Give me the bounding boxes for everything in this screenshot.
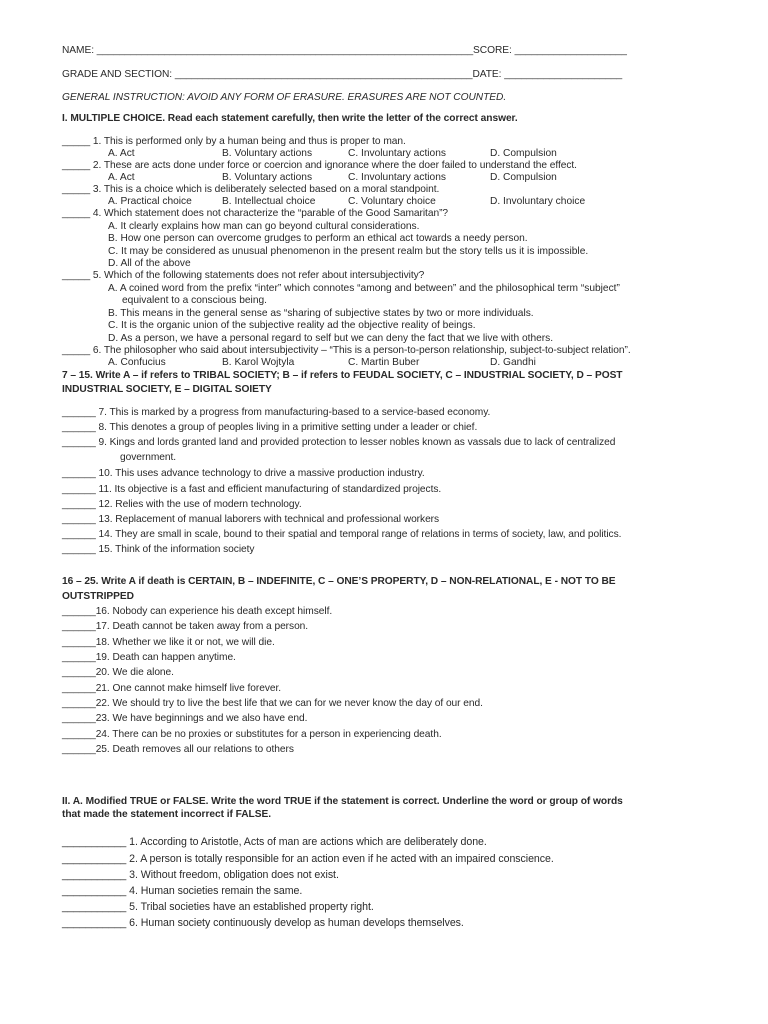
q2-option-a: A. Act xyxy=(108,172,135,183)
q1-option-c: C. Involuntary actions xyxy=(348,148,446,159)
q2-text: _____ 2. These are acts done under force or coercion and ignorance where the doer failed to understand the effect. xyxy=(62,160,577,171)
part2-title: 7 – 15. Write A – if refers to TRIBAL SOCIETY; B – if refers to FEUDAL SOCIETY, C – INDUSTRIAL SOCIETY, D – POST xyxy=(62,370,623,381)
q1-text: _____ 1. This is performed only by a human being and thus is proper to man. xyxy=(62,136,406,147)
q4-option-d: D. All of the above xyxy=(108,258,191,269)
item-22: ______22. We should try to live the best life that we can for we never know the day of our end. xyxy=(62,698,483,709)
q3-option-b: B. Intellectual choice xyxy=(222,196,316,207)
tf-item-1: ___________ 1. According to Aristotle, Acts of man are actions which are deliberately done. xyxy=(62,836,487,848)
q6-option-d: D. Gandhi xyxy=(490,357,536,368)
item-9-cont: government. xyxy=(120,452,177,463)
q3-text: _____ 3. This is a choice which is deliberately selected based on a moral standpoint. xyxy=(62,184,440,195)
q2-option-c: C. Involuntary actions xyxy=(348,172,446,183)
q3-option-d: D. Involuntary choice xyxy=(490,196,586,207)
item-13: ______ 13. Replacement of manual laborers with technical and professional workers xyxy=(62,514,440,525)
item-11: ______ 11. Its objective is a fast and efficient manufacturing of standardized projects. xyxy=(62,484,442,495)
part4-title-cont: that made the statement incorrect if FALSE. xyxy=(62,809,272,820)
item-20: ______20. We die alone. xyxy=(62,667,174,678)
part3-title-cont: OUTSTRIPPED xyxy=(62,591,134,602)
item-9: ______ 9. Kings and lords granted land and provided protection to lesser nobles known as vassals due to lack of centralized xyxy=(62,437,616,448)
item-18: ______18. Whether we like it or not, we will die. xyxy=(62,637,275,648)
tf-item-5: ___________ 5. Tribal societies have an established property right. xyxy=(62,901,374,913)
q2-option-d: D. Compulsion xyxy=(490,172,557,183)
q1-option-b: B. Voluntary actions xyxy=(222,148,313,159)
tf-item-3: ___________ 3. Without freedom, obligation does not exist. xyxy=(62,869,339,881)
q4-option-c: C. It may be considered as unusual phenomenon in the present realm but the story tells us it is impossible. xyxy=(108,246,589,257)
q3-option-c: C. Voluntary choice xyxy=(348,196,436,207)
q5-option-a: A. A coined word from the prefix “inter” which connotes “among and between” and the philosophical term “subject” xyxy=(108,283,620,294)
item-17: ______17. Death cannot be taken away from a person. xyxy=(62,621,309,632)
q4-text: _____ 4. Which statement does not characterize the “parable of the Good Samaritan”? xyxy=(62,208,449,219)
item-12: ______ 12. Relies with the use of modern technology. xyxy=(62,499,302,510)
item-14: ______ 14. They are small in scale, bound to their spatial and temporal range of relations in terms of society, law, and politics. xyxy=(62,529,622,540)
item-7: ______ 7. This is marked by a progress from manufacturing-based to a service-based economy. xyxy=(62,407,491,418)
q6-option-b: B. Karol Wojtyla xyxy=(222,357,295,368)
item-25: ______25. Death removes all our relations to others xyxy=(62,744,294,755)
q2-option-b: B. Voluntary actions xyxy=(222,172,313,183)
item-8: ______ 8. This denotes a group of peoples living in a primitive setting under a leader or chief. xyxy=(62,422,478,433)
general-instruction: GENERAL INSTRUCTION: AVOID ANY FORM OF ERASURE. ERASURES ARE NOT COUNTED. xyxy=(62,92,507,103)
tf-item-2: ___________ 2. A person is totally responsible for an action even if he acted with an impaired conscience. xyxy=(62,853,554,865)
part3-title: 16 – 25. Write A if death is CERTAIN, B – INDEFINITE, C – ONE’S PROPERTY, D – NON-RELATIONAL, E - NOT TO BE xyxy=(62,576,616,587)
item-19: ______19. Death can happen anytime. xyxy=(62,652,236,663)
q6-option-a: A. Confucius xyxy=(108,357,166,368)
q5-text: _____ 5. Which of the following statements does not refer about intersubjectivity? xyxy=(62,270,425,281)
part2-title-cont: INDUSTRIAL SOCIETY, E – DIGITAL SOIETY xyxy=(62,384,272,395)
part4-title: II. A. Modified TRUE or FALSE. Write the word TRUE if the statement is correct. Underline the word or group of words xyxy=(62,796,623,807)
item-21: ______21. One cannot make himself live forever. xyxy=(62,683,282,694)
q5-option-d: D. As a person, we have a personal regard to self but we can deny the fact that we live with others. xyxy=(108,333,554,344)
tf-item-4: ___________ 4. Human societies remain the same. xyxy=(62,885,303,897)
q4-option-b: B. How one person can overcome grudges to perform an ethical act towards a needy person. xyxy=(108,233,528,244)
q3-option-a: A. Practical choice xyxy=(108,196,192,207)
q5-option-a-cont: equivalent to a conscious being. xyxy=(122,295,267,306)
q5-option-c: C. It is the organic union of the subjective reality ad the objective reality of beings. xyxy=(108,320,476,331)
q6-text: _____ 6. The philosopher who said about intersubjectivity – “This is a person-to-person relationship, subject-to-subject relation”. xyxy=(62,345,631,356)
item-10: ______ 10. This uses advance technology to drive a massive production industry. xyxy=(62,468,425,479)
q5-option-b: B. This means in the general sense as “sharing of subjective states by two or more individuals. xyxy=(108,308,534,319)
q1-option-a: A. Act xyxy=(108,148,135,159)
item-23: ______23. We have beginnings and we also have end. xyxy=(62,713,308,724)
item-15: ______ 15. Think of the information society xyxy=(62,544,255,555)
part1-title: I. MULTIPLE CHOICE. Read each statement carefully, then write the letter of the correct answer. xyxy=(62,113,518,124)
item-16: ______16. Nobody can experience his death except himself. xyxy=(62,606,333,617)
q4-option-a: A. It clearly explains how man can go beyond cultural considerations. xyxy=(108,221,420,232)
q1-option-d: D. Compulsion xyxy=(490,148,557,159)
item-24: ______24. There can be no proxies or substitutes for a person in experiencing death. xyxy=(62,729,442,740)
q6-option-c: C. Martin Buber xyxy=(348,357,420,368)
name-score-line: NAME: ___________________________________________________________________SCORE: ____________________ xyxy=(62,45,627,56)
tf-item-6: ___________ 6. Human society continuously develop as human develops themselves. xyxy=(62,917,464,929)
grade-date-line: GRADE AND SECTION: _____________________________________________________DATE: _____________________ xyxy=(62,69,623,80)
